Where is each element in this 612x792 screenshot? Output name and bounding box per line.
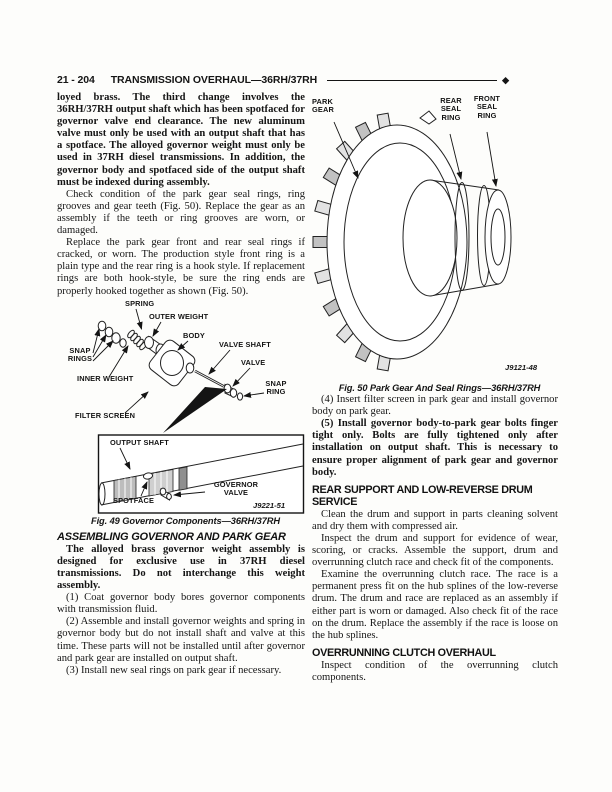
fig50-illustration [312, 92, 558, 382]
label-spring: SPRING [125, 298, 155, 308]
section-heading-rear-support: REAR SUPPORT AND LOW-REVERSE DRUM SERVICE [312, 483, 533, 508]
section-heading-assembling-governor: ASSEMBLING GOVERNOR AND PARK GEAR [57, 530, 286, 543]
label-output-shaft: OUTPUT SHAFT [110, 437, 169, 447]
step-5: (5) Install governor body-to-park gear bolts finger tight only. Bolts are fully tightened only after installation on output shaft. This is necessary to ensure proper alignment of park gear and governor body. [312, 418, 558, 478]
paragraph: Inspect the drum and support for evidence of wear, scoring, or cracks. Assemble the support, drum and overrunning clutch race and check fit of the components. [312, 532, 558, 569]
paragraph: Clean the drum and support in parts cleaning solvent and dry them with compressed air. [312, 508, 558, 532]
fig49-code: J9221-51 [253, 500, 286, 510]
label-valve-shaft: VALVE SHAFT [219, 339, 271, 349]
paragraph: Check condition of the park gear seal rings, ring grooves and gear teeth (Fig. 50). Replace the gear as an assembly if the teeth or ring grooves are worn, or damaged. [57, 188, 305, 237]
figure-50-park-gear [312, 92, 558, 382]
fig49-caption: Fig. 49 Governor Components—36RH/37RH [91, 515, 280, 526]
header-rule [327, 80, 497, 81]
paragraph: Examine the overrunning clutch race. The race is a permanent press fit on the hub splines of the low-reverse drum. The drum and race are replaced as an assembly if either part is worn or damaged. Also check fit of the race on the drum. Replace the assembly if the race is loose on the hub splines. [312, 569, 558, 641]
paragraph: The alloyed brass governor weight assembly is designed for exclusive use in 37RH diesel transmissions. Do not interchange this weight assembly. [57, 543, 305, 592]
paragraph: loyed brass. The third change involves the 36RH/37RH output shaft which has been spotfaced for governor valve end clearance. The new aluminum valve must only be used with an output shaft that has a spotface. The alloyed governor weight must only be used in 37RH diesel transmissions. In addition, the governor body and spotfaced side of the output shaft must be indexed during assembly. [57, 92, 305, 188]
label-outer-weight: OUTER WEIGHT [149, 311, 209, 321]
label-filter-screen: FILTER SCREEN [75, 410, 136, 420]
diamond-icon: ◆ [502, 74, 509, 85]
page-title: TRANSMISSION OVERHAUL—36RH/37RH [110, 74, 318, 86]
fig50-caption: Fig. 50 Park Gear And Seal Rings—36RH/37RH [338, 383, 541, 393]
label-front-seal-ring: FRONT SEAL RING [473, 94, 501, 120]
label-governor-valve: GOVERNOR VALVE [213, 479, 259, 497]
paragraph: Inspect condition of the overrunning clutch components. [312, 659, 558, 683]
step-2: (2) Assemble and install governor weights and spring in governor body but do not install shaft and valve at this time. These parts will not be installed until after governor and park gear are installed on output shaft. [57, 616, 305, 664]
label-snap-ring: SNAP RING [265, 378, 287, 396]
label-snap-rings: SNAP RINGS [67, 345, 93, 363]
step-1: (1) Coat governor body bores governor components with transmission fluid. [57, 592, 305, 616]
figure-49-governor-components [57, 300, 305, 515]
fig49-illustration [57, 300, 305, 515]
page-header [57, 74, 509, 86]
label-valve: VALVE [241, 357, 266, 367]
label-park-gear: PARK GEAR [312, 97, 334, 115]
paragraph: Replace the park gear front and rear seal rings if cracked, or worn. The production style front ring is a plain type and the rear ring is a hook style. If replacement rings are both hook-style, be sure the ring ends are properly hooked together as shown (Fig. 50). [57, 237, 305, 297]
left-column [57, 92, 305, 677]
label-rear-seal-ring: REAR SEAL RING [440, 96, 462, 122]
page-number: 21 - 204 [57, 74, 95, 86]
step-4: (4) Insert filter screen in park gear and install governor body on park gear. [312, 394, 558, 418]
fig50-code: J9121-48 [505, 363, 538, 372]
label-spotface: SPOTFACE [113, 495, 155, 505]
right-column [312, 92, 558, 684]
section-heading-overrunning-clutch: OVERRUNNING CLUTCH OVERHAUL [312, 646, 496, 659]
label-body: BODY [183, 330, 205, 340]
label-inner-weight: INNER WEIGHT [77, 373, 134, 383]
step-3: (3) Install new seal rings on park gear if necessary. [66, 664, 282, 676]
